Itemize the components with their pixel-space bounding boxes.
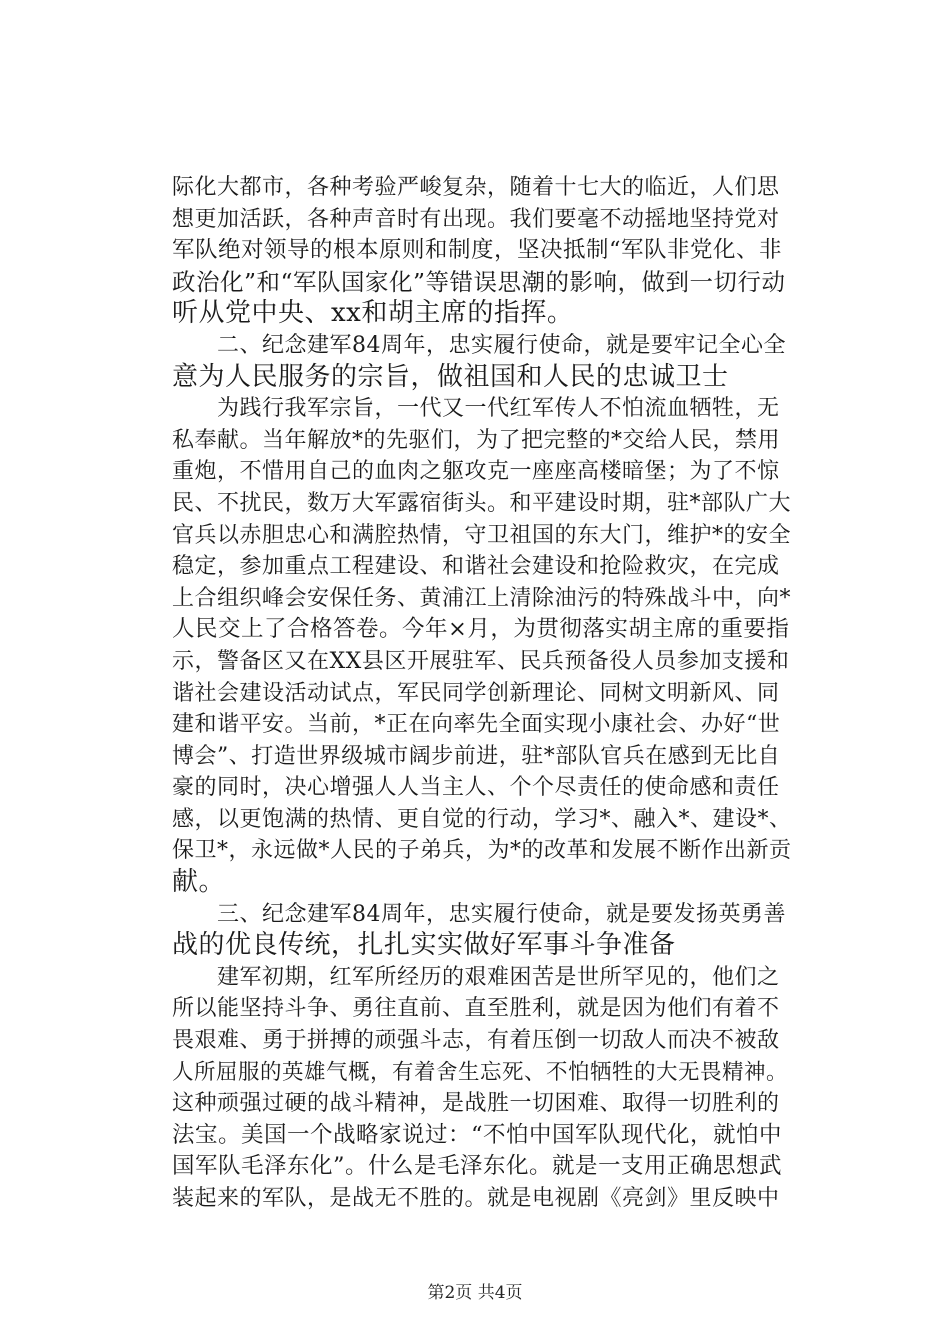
text-line: 建军初期，红军所经历的艰难困苦是世所罕见的，他们之	[172, 964, 780, 990]
text-line: 示，警备区又在XX县区开展驻军、民兵预备役人员参加支援和	[172, 648, 790, 674]
text-line: 私奉献。当年解放*的先驱们，为了把完整的*交给人民，禁用	[172, 427, 781, 453]
text-line: 豪的同时，决心增强人人当主人、个个尽责任的使命感和责任	[172, 775, 780, 801]
text-line: 为践行我军宗旨，一代又一代红军传人不怕流血牺牲，无	[172, 396, 780, 422]
text-line: 听从党中央、xx和胡主席的指挥。	[172, 298, 574, 329]
text-line: 上合组织峰会安保任务、黄浦江上清除油污的特殊战斗中，向*	[172, 585, 792, 611]
text-line: 意为人民服务的宗旨，做祖国和人民的忠诚卫士	[172, 361, 729, 392]
text-line: 国军队毛泽东化”。什么是毛泽东化。就是一支用正确思想武	[172, 1153, 783, 1180]
text-line: 谐社会建设活动试点，军民同学创新理论、同树文明新风、同	[172, 680, 780, 706]
text-line: 法宝。美国一个战略家说过：“不怕中国军队现代化，就怕中	[172, 1121, 783, 1148]
text-line: 人民交上了合格答卷。今年×月，为贯彻落实胡主席的重要指	[172, 616, 790, 643]
text-line: 想更加活跃，各种声音时有出现。我们要毫不动摇地坚持党对	[172, 206, 780, 232]
text-line: 感，以更饱满的热情、更自觉的行动，学习*、融入*、建设*、	[172, 806, 792, 832]
text-line: 二、纪念建军84周年，忠实履行使命，就是要牢记全心全	[172, 332, 786, 358]
text-line: 民、不扰民，数万大军露宿街头。和平建设时期，驻*部队广大	[172, 490, 792, 516]
text-line: 际化大都市，各种考验严峻复杂，随着十七大的临近，人们思	[172, 175, 780, 200]
text-line: 政治化”和“军队国家化”等错误思潮的影响，做到一切行动	[172, 267, 786, 296]
text-line: 博会”、打造世界级城市阔步前进，驻*部队官兵在感到无比自	[172, 743, 781, 769]
text-line: 献。	[172, 867, 226, 898]
text-line: 人所屈服的英雄气概，有着舍生忘死、不怕牺牲的大无畏精神。	[172, 1059, 789, 1085]
text-line: 战的优良传统，扎扎实实做好军事斗争准备	[172, 930, 676, 961]
text-line: 保卫*，永远做*人民的子弟兵，为*的改革和发展不断作出新贡	[172, 838, 792, 864]
text-line: 重炮，不惜用自己的血肉之躯攻克一座座高楼暗堡；为了不惊	[172, 459, 780, 485]
text-line: 畏艰难、勇于拼搏的顽强斗志，有着压倒一切敌人而决不被敌	[172, 1028, 780, 1054]
text-line: 所以能坚持斗争、勇往直前、直至胜利，就是因为他们有着不	[172, 996, 780, 1022]
text-line: 建和谐平安。当前，*正在向率先全面实现小康社会、办好“世	[172, 712, 781, 738]
text-line: 稳定，参加重点工程建设、和谐社会建设和抢险救灾，在完成	[172, 554, 780, 580]
text-line: 军队绝对领导的根本原则和制度，坚决抵制“军队非党化、非	[172, 237, 783, 264]
body-text	[172, 172, 792, 1215]
page-footer: 第2页 共4页	[427, 1283, 523, 1303]
text-line: 这种顽强过硬的战斗精神，是战胜一切困难、取得一切胜利的	[172, 1091, 780, 1117]
text-line: 三、纪念建军84周年，忠实履行使命，就是要发扬英勇善	[172, 901, 786, 927]
text-line: 官兵以赤胆忠心和满腔热情，守卫祖国的东大门，维护*的安全	[172, 522, 792, 548]
text-line: 装起来的军队，是战无不胜的。就是电视剧《亮剑》里反映中	[172, 1186, 780, 1211]
